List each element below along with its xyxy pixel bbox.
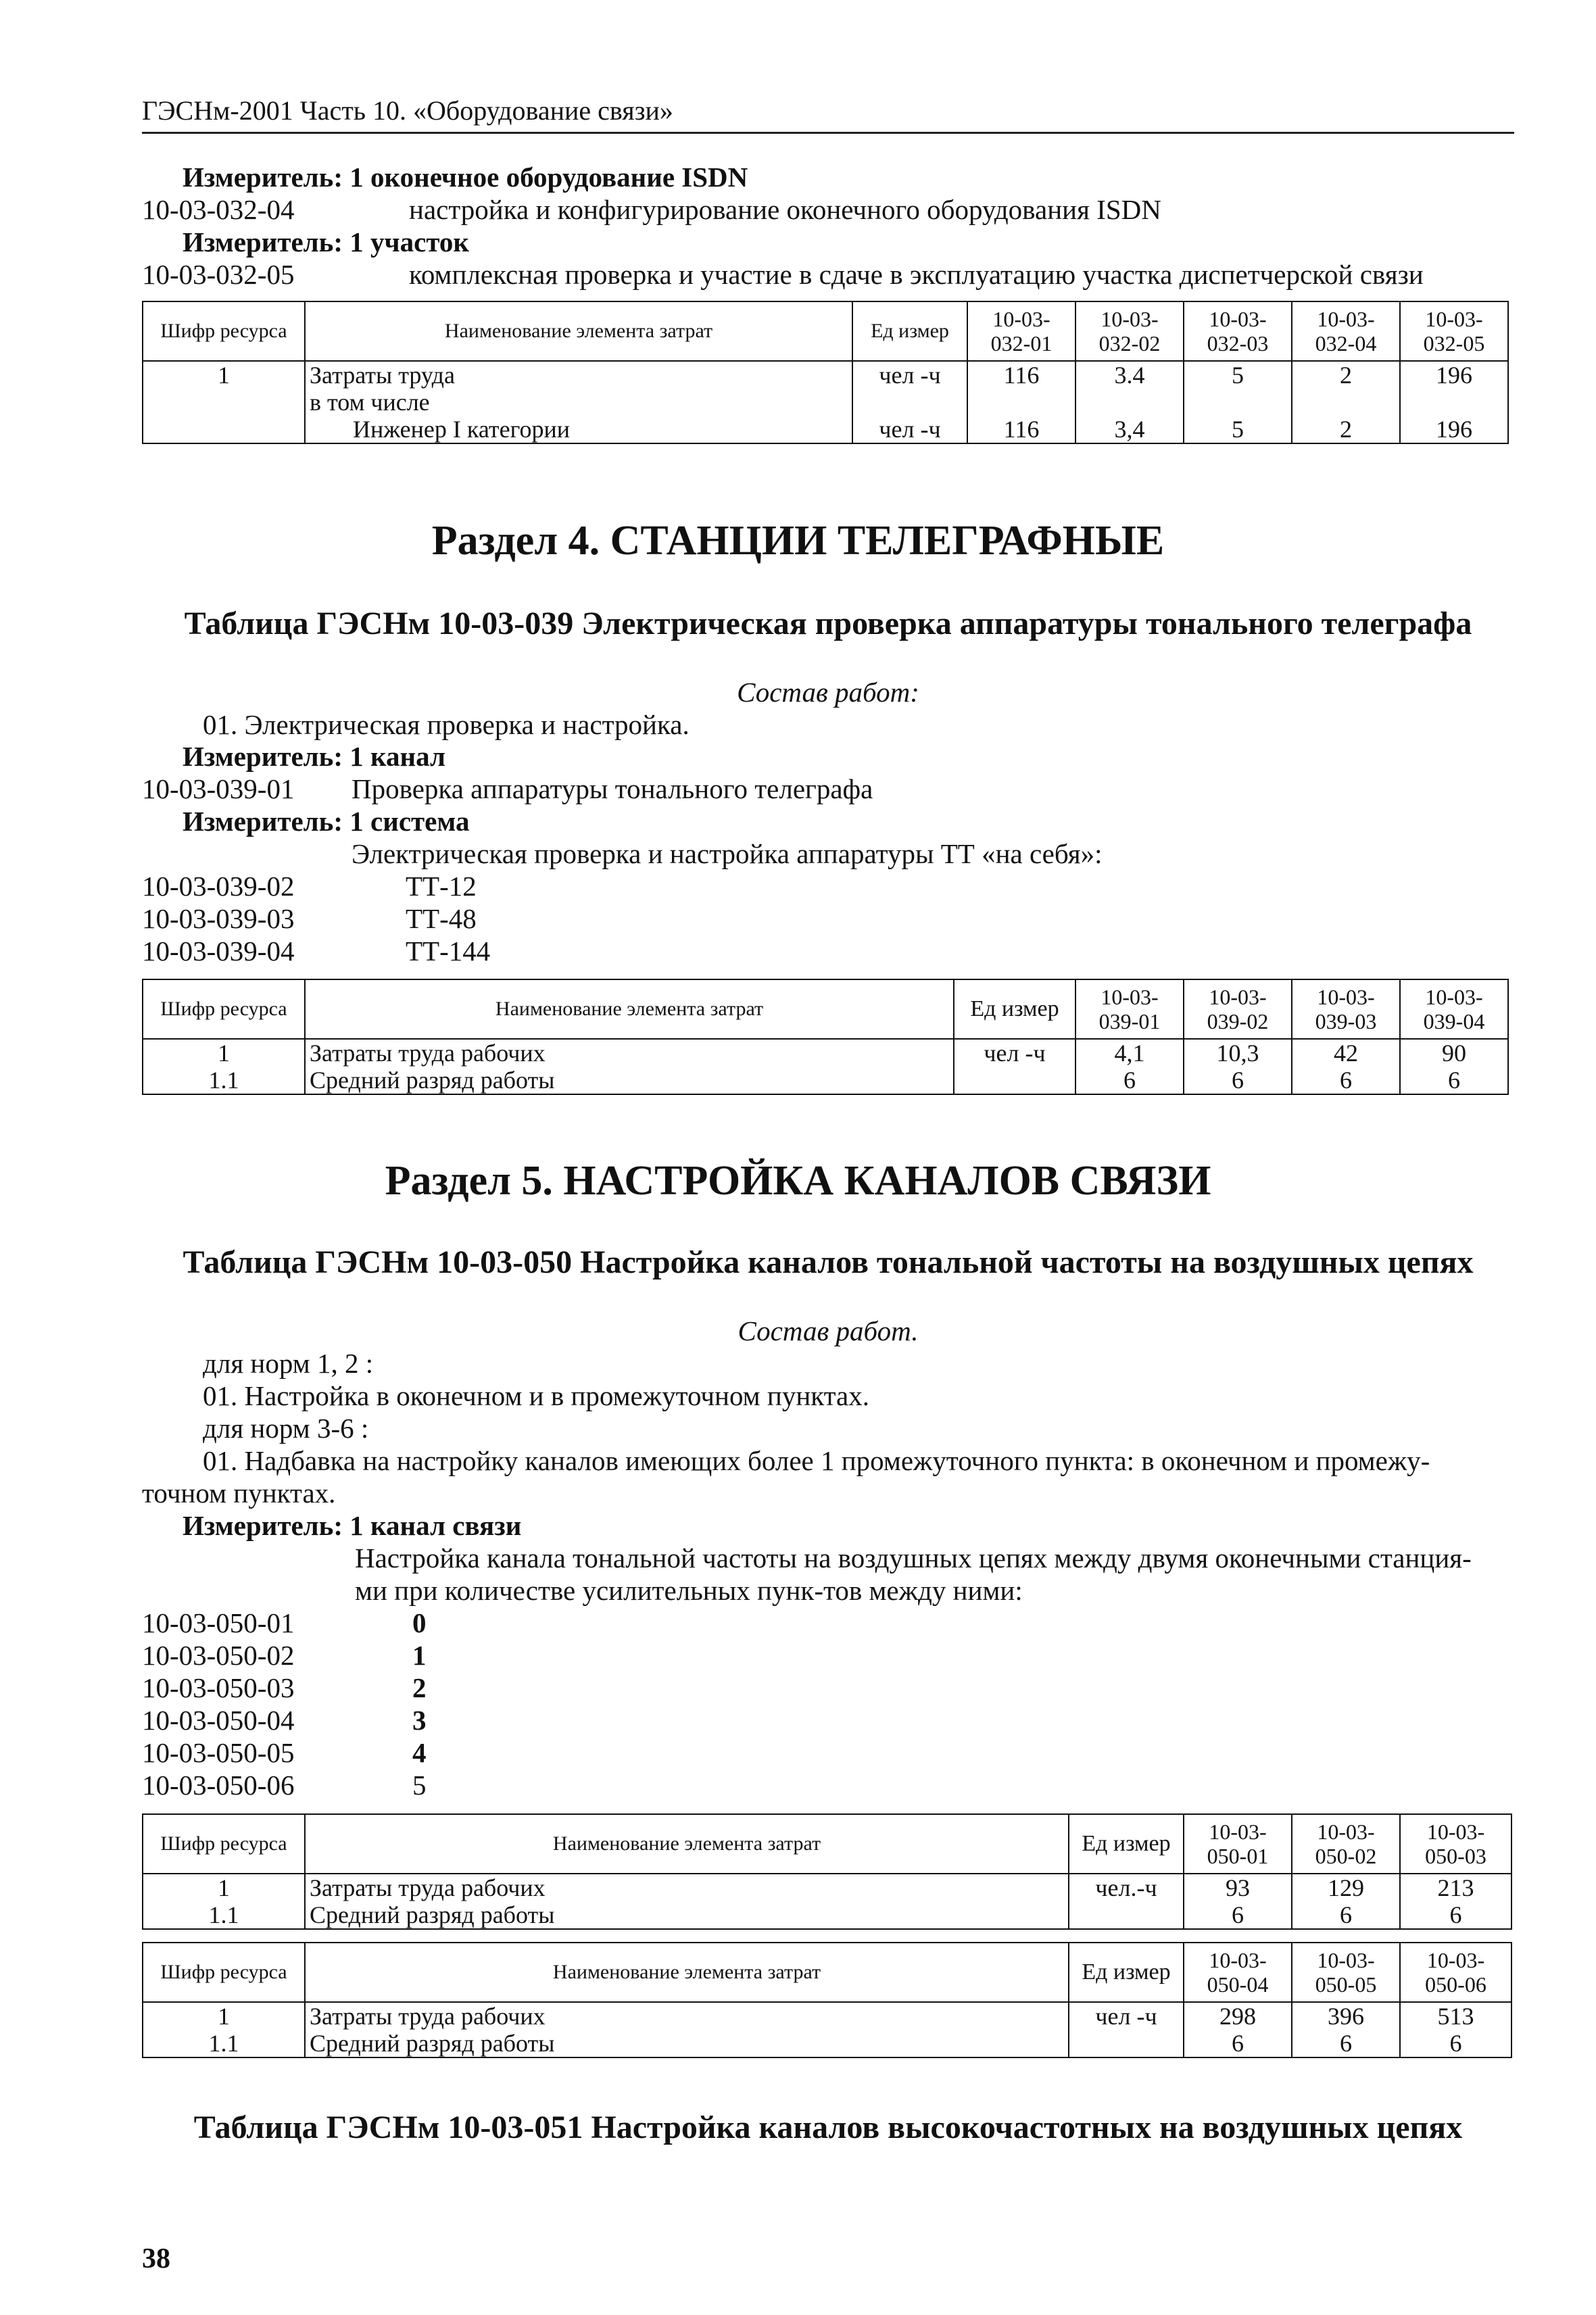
table-title: Таблица ГЭСНм 10-03-051 Настройка каналов высокочастотных на воздушных цепях [193, 2110, 1463, 2145]
rate-code: 10-03-032-05 [142, 259, 295, 290]
rate-line [142, 1769, 427, 1801]
rate-code: 10-03-032-04 [142, 194, 295, 225]
resource-table-050-a [142, 1813, 1512, 1930]
rate-text: 5 [412, 1770, 427, 1801]
rate-code: 10-03-050-06 [142, 1770, 295, 1801]
work-item: 01. Настройка в оконечном и в промежуточном пунктах. [203, 1380, 870, 1411]
table-row [143, 1874, 1512, 1901]
rate-code: 10-03-039-02 [142, 871, 295, 902]
cell-name: Затраты труда рабочих [305, 2002, 1069, 2030]
rate-line [142, 1672, 427, 1704]
rate-line [142, 1704, 427, 1736]
work-item-continued: точном пунктах. [142, 1478, 336, 1509]
col-header-rate: 10-03- 039-01 [1075, 979, 1184, 1039]
work-composition-heading: Состав работ. [737, 1315, 919, 1346]
cell-value: 2 [1292, 416, 1400, 443]
cell-value: 116 [967, 361, 1075, 389]
col-header-unit: Ед измер [1069, 1943, 1184, 2002]
rate-line [142, 773, 873, 805]
col-header-rate: 10-03- 050-02 [1292, 1814, 1400, 1874]
cell-name: Средний разряд работы [305, 1901, 1069, 1929]
rate-line [142, 258, 1424, 291]
cell-code [143, 416, 305, 443]
table-title: Таблица ГЭСНм 10-03-050 Настройка каналов тональной частоты на воздушных цепях [183, 1244, 1474, 1280]
rate-text: комплексная проверка и участие в сдаче в эксплуатацию участка диспетчерской связи [409, 259, 1424, 290]
cell-value [1184, 389, 1292, 416]
cell-code [143, 389, 305, 416]
col-header-rate: 10-03- 050-05 [1292, 1943, 1400, 2002]
resource-table-039 [142, 979, 1509, 1095]
cell-value: 213 [1400, 1874, 1512, 1901]
table-row [143, 1901, 1512, 1929]
col-header-rate: 10-03- 032-03 [1184, 301, 1292, 361]
rate-line [142, 902, 477, 935]
col-header-rate: 10-03- 050-06 [1400, 1943, 1512, 2002]
col-header-name: Наименование элемента затрат [305, 1814, 1069, 1874]
cell-value: 6 [1292, 1901, 1400, 1929]
col-header-name: Наименование элемента затрат [305, 1943, 1069, 2002]
cell-name: Средний разряд работы [305, 2030, 1069, 2057]
cell-value: 116 [967, 416, 1075, 443]
rate-code: 10-03-050-04 [142, 1705, 295, 1736]
meter-line-1 [183, 161, 748, 193]
meter-label: Измеритель: [183, 806, 343, 837]
col-header-rate: 10-03- 039-02 [1184, 979, 1292, 1039]
col-header-rate: 10-03- 050-01 [1184, 1814, 1292, 1874]
rate-text: 2 [412, 1672, 427, 1703]
cell-unit: чел -ч [1069, 2002, 1184, 2030]
rate-text: 4 [412, 1737, 427, 1768]
rate-line [142, 1736, 427, 1769]
meter-value: 1 участок [349, 226, 470, 258]
cell-code: 1 [143, 361, 305, 389]
rate-line [142, 1639, 427, 1672]
cell-value: 5 [1184, 416, 1292, 443]
cell-name: Инженер I категории [305, 416, 852, 443]
cell-unit: чел -ч [852, 416, 967, 443]
cell-code: 1.1 [143, 2030, 305, 2057]
cell-value: 2 [1292, 361, 1400, 389]
section-heading: Раздел 4. СТАНЦИИ ТЕЛЕГРАФНЫЕ [431, 518, 1165, 564]
cell-value: 196 [1400, 416, 1508, 443]
table-row [143, 2030, 1512, 2057]
col-header-unit: Ед измер [1069, 1814, 1184, 1874]
resource-table-032 [142, 301, 1509, 444]
rate-code: 10-03-050-03 [142, 1672, 295, 1703]
cell-code: 1 [143, 2002, 305, 2030]
rate-intro: Электрическая проверка и настройка аппаратуры ТТ «на себя»: [352, 838, 1103, 869]
rate-line [142, 870, 477, 902]
cell-unit: чел.-ч [1069, 1874, 1184, 1901]
meter-value: 1 система [349, 806, 470, 837]
rate-line [142, 193, 1161, 226]
rate-intro: Настройка канала тональной частоты на воздушных цепях между двумя оконечными станция- [355, 1542, 1472, 1574]
cell-unit [1069, 2030, 1184, 2057]
cell-value: 129 [1292, 1874, 1400, 1901]
col-header-rate: 10-03- 050-04 [1184, 1943, 1292, 2002]
cell-value: 6 [1292, 1067, 1400, 1094]
col-header-code: Шифр ресурса [143, 301, 305, 361]
meter-label: Измеритель: [183, 741, 343, 772]
cell-name: в том числе [305, 389, 852, 416]
work-item: 01. Надбавка на настройку каналов имеющих более 1 промежуточного пункта: в оконечном и промежу- [203, 1445, 1430, 1476]
col-header-rate: 10-03- 032-02 [1075, 301, 1184, 361]
rate-text: Проверка аппаратуры тонального телеграфа [352, 773, 873, 804]
col-header-code: Шифр ресурса [143, 1943, 305, 2002]
cell-value: 5 [1184, 361, 1292, 389]
cell-value: 6 [1075, 1067, 1184, 1094]
cell-name: Затраты труда рабочих [305, 1039, 954, 1067]
rate-code: 10-03-050-05 [142, 1737, 295, 1768]
rate-text: настройка и конфигурирование оконечного оборудования ISDN [409, 194, 1161, 225]
norm-group: для норм 1, 2 : [203, 1348, 374, 1379]
table-row [143, 1067, 1508, 1094]
cell-value [1400, 389, 1508, 416]
cell-value: 6 [1400, 1067, 1508, 1094]
col-header-unit: Ед измер [954, 979, 1075, 1039]
col-header-rate: 10-03- 050-03 [1400, 1814, 1512, 1874]
norm-group: для норм 3-6 : [203, 1413, 369, 1444]
meter-line [183, 740, 445, 773]
col-header-rate: 10-03- 039-03 [1292, 979, 1400, 1039]
col-header-rate: 10-03- 039-04 [1400, 979, 1508, 1039]
cell-name: Затраты труда [305, 361, 852, 389]
rate-text: ТТ-12 [406, 871, 477, 902]
rate-text: ТТ-144 [406, 935, 491, 967]
rate-code: 10-03-039-04 [142, 935, 295, 967]
resource-table-050-b [142, 1942, 1512, 2058]
table-row [143, 389, 1508, 416]
meter-line [183, 1509, 521, 1542]
cell-value: 6 [1400, 2030, 1512, 2057]
cell-value [967, 389, 1075, 416]
cell-unit [1069, 1901, 1184, 1929]
cell-value: 196 [1400, 361, 1508, 389]
cell-value: 3.4 [1075, 361, 1184, 389]
meter-value: 1 оконечное оборудование ISDN [349, 162, 748, 193]
cell-value: 4,1 [1075, 1039, 1184, 1067]
running-header: ГЭСНм-2001 Часть 10. «Оборудование связи» [142, 95, 1514, 134]
cell-value: 513 [1400, 2002, 1512, 2030]
table-row [143, 416, 1508, 443]
rate-text: 3 [412, 1705, 427, 1736]
section-heading: Раздел 5. НАСТРОЙКА КАНАЛОВ СВЯЗИ [385, 1158, 1211, 1204]
work-composition-heading: Состав работ: [737, 677, 919, 708]
rate-line [142, 1607, 427, 1639]
cell-unit [852, 389, 967, 416]
col-header-code: Шифр ресурса [143, 979, 305, 1039]
cell-name: Затраты труда рабочих [305, 1874, 1069, 1901]
cell-name: Средний разряд работы [305, 1067, 954, 1094]
cell-code: 1.1 [143, 1901, 305, 1929]
page-number: 38 [142, 2243, 170, 2274]
rate-code: 10-03-050-02 [142, 1640, 295, 1671]
cell-code: 1 [143, 1874, 305, 1901]
table-row [143, 2002, 1512, 2030]
rate-line [142, 935, 490, 967]
rate-text: 0 [412, 1607, 427, 1638]
cell-code: 1.1 [143, 1067, 305, 1094]
meter-line-2 [183, 226, 469, 258]
col-header-rate: 10-03- 032-01 [967, 301, 1075, 361]
rate-text: 1 [412, 1640, 427, 1671]
cell-value: 6 [1184, 2030, 1292, 2057]
cell-value: 93 [1184, 1874, 1292, 1901]
table-row [143, 1039, 1508, 1067]
rate-code: 10-03-039-03 [142, 903, 295, 934]
table-row [143, 361, 1508, 389]
cell-value: 3,4 [1075, 416, 1184, 443]
rate-code: 10-03-039-01 [142, 773, 295, 804]
meter-label: Измеритель: [183, 1510, 343, 1541]
col-header-code: Шифр ресурса [143, 1814, 305, 1874]
cell-value: 6 [1292, 2030, 1400, 2057]
cell-value [1075, 389, 1184, 416]
rate-code: 10-03-050-01 [142, 1607, 295, 1638]
meter-value: 1 канал связи [349, 1510, 522, 1541]
cell-value: 6 [1184, 1901, 1292, 1929]
meter-label: Измеритель: [183, 226, 343, 258]
table-title: Таблица ГЭСНм 10-03-039 Электрическая проверка аппаратуры тонального телеграфа [184, 606, 1472, 641]
work-item: 01. Электрическая проверка и настройка. [203, 709, 690, 740]
meter-line [183, 805, 470, 837]
cell-value: 90 [1400, 1039, 1508, 1067]
cell-unit [954, 1067, 1075, 1094]
cell-value: 6 [1184, 1067, 1292, 1094]
cell-unit: чел -ч [954, 1039, 1075, 1067]
rate-intro: ми при количестве усилительных пунк-тов между ними: [355, 1575, 1023, 1606]
rate-text: ТТ-48 [406, 903, 477, 934]
cell-value: 6 [1400, 1901, 1512, 1929]
cell-value [1292, 389, 1400, 416]
meter-value: 1 канал [349, 741, 446, 772]
col-header-unit: Ед измер [852, 301, 967, 361]
col-header-rate: 10-03- 032-04 [1292, 301, 1400, 361]
cell-value: 42 [1292, 1039, 1400, 1067]
col-header-rate: 10-03- 032-05 [1400, 301, 1508, 361]
cell-value: 10,3 [1184, 1039, 1292, 1067]
meter-label: Измеритель: [183, 162, 343, 193]
col-header-name: Наименование элемента затрат [305, 979, 954, 1039]
cell-unit: чел -ч [852, 361, 967, 389]
col-header-name: Наименование элемента затрат [305, 301, 852, 361]
cell-value: 298 [1184, 2002, 1292, 2030]
cell-code: 1 [143, 1039, 305, 1067]
cell-value: 396 [1292, 2002, 1400, 2030]
